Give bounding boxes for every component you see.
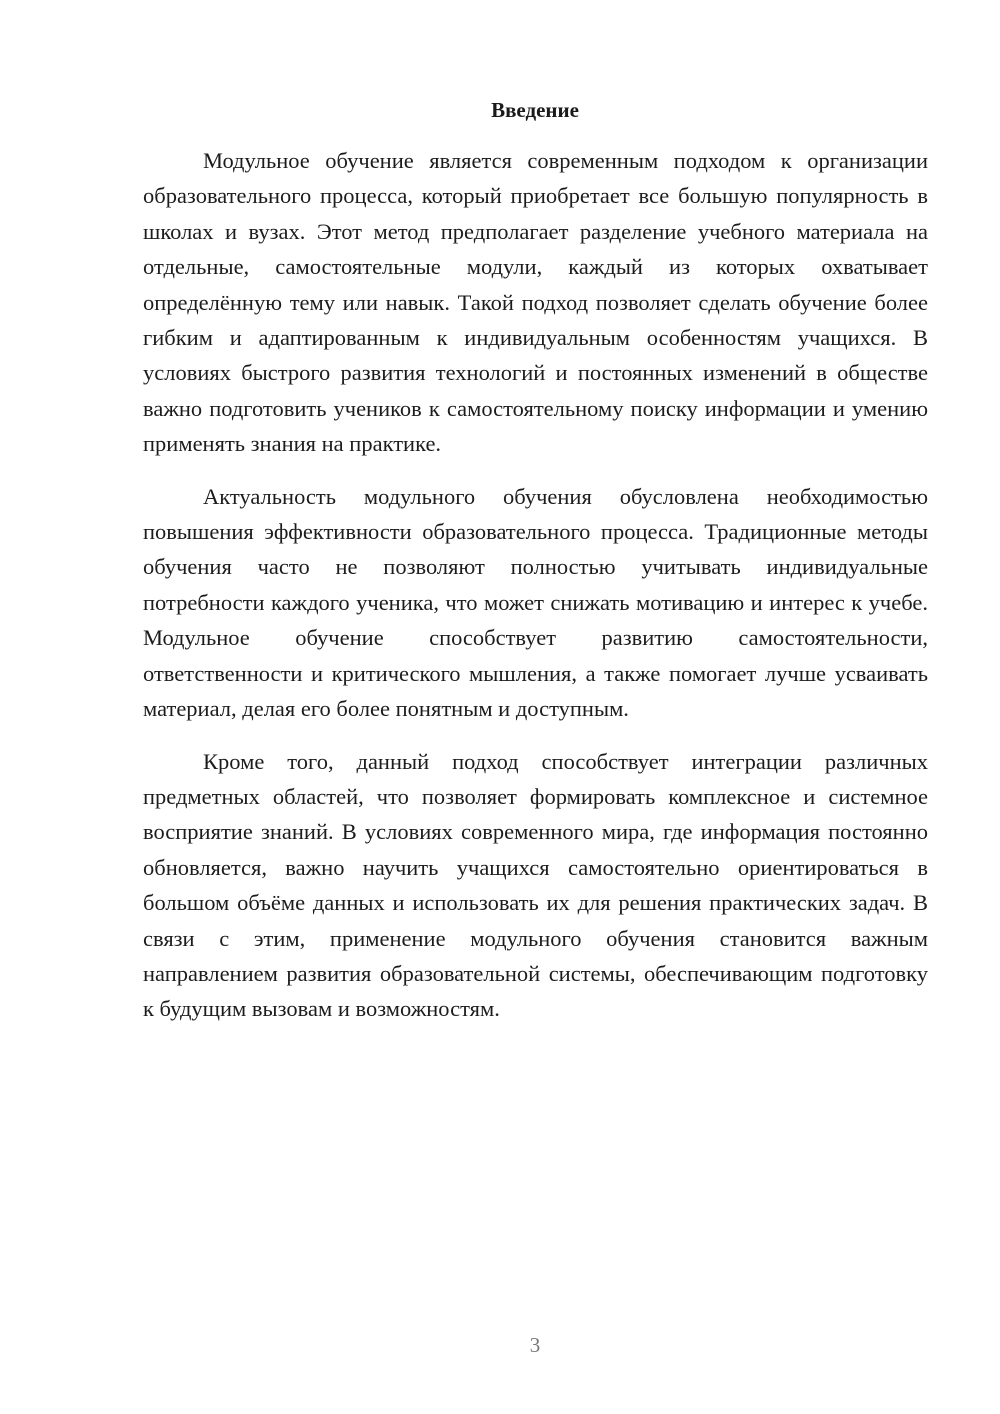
body-text (143, 143, 928, 1027)
paragraph-2: Актуальность модульного обучения обусловлена необходимостью повышения эффективности образовательного процесса. Традиционные методы обучения часто не позволяют полностью учитывать индивидуальные потребности каждого ученика, что может снижать мотивацию и интерес к учебе. Модульное обучение способствует развитию самостоятельности, ответственности и критического мышления, а также помогает лучше усваивать материал, делая его более понятным и доступным. (143, 483, 928, 722)
page-number: 3 (529, 1333, 541, 1357)
paragraph-3: Кроме того, данный подход способствует интеграции различных предметных областей, что позволяет формировать комплексное и системное восприятие знаний. В условиях современного мира, где информация постоянно обновляется, важно научить учащихся самостоятельно ориентироваться в большом объёме данных и использовать их для решения практических задач. В связи с этим, применение модульного обучения становится важным направлением развития образовательной системы, обеспечивающим подготовку к будущим вызовам и возможностям. (143, 748, 928, 1022)
section-heading: Введение (491, 98, 579, 122)
paragraph-1: Модульное обучение является современным подходом к организации образовательного процесса, который приобретает все большую популярность в школах и вузах. Этот метод предполагает разделение учебного материала на отдельные, самостоятельные модули, каждый из которых охватывает определённую тему или навык. Такой подход позволяет сделать обучение более гибким и адаптированным к индивидуальным особенностям учащихся. В условиях быстрого развития технологий и постоянных изменений в обществе важно подготовить учеников к самостоятельному поиску информации и умению применять знания на практике. (143, 148, 928, 457)
